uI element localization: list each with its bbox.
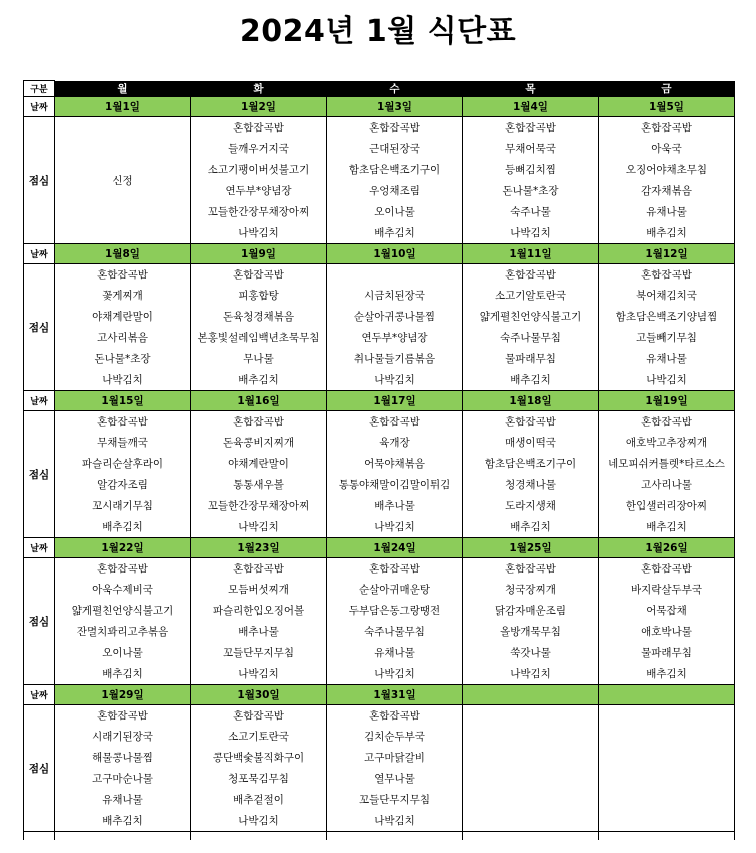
date-cell: 1월29일	[55, 685, 191, 705]
date-cell: 1월1일	[55, 97, 191, 117]
menu-item: 나박김치	[191, 663, 327, 685]
menu-item: 나박김치	[191, 516, 327, 538]
menu-item: 김치순두부국	[327, 726, 463, 747]
menu-item: 배추김치	[463, 369, 599, 391]
menu-item: 혼합잡곡밥	[55, 411, 191, 433]
menu-row	[24, 747, 735, 768]
empty-cell	[327, 832, 463, 841]
menu-item: 혼합잡곡밥	[463, 558, 599, 580]
menu-item: 혼합잡곡밥	[191, 117, 327, 139]
menu-item: 나박김치	[327, 663, 463, 685]
menu-item: 물파래무침	[599, 642, 735, 663]
date-row	[24, 97, 735, 117]
menu-item: 우엉채조림	[327, 180, 463, 201]
date-row	[24, 391, 735, 411]
menu-item: 열무나물	[327, 768, 463, 789]
menu-item: 배추나물	[191, 621, 327, 642]
menu-item: 등뼈김치찜	[463, 159, 599, 180]
date-cell: 1월30일	[191, 685, 327, 705]
date-row-label: 날짜	[24, 97, 55, 117]
menu-item: 시래기된장국	[55, 726, 191, 747]
menu-row	[24, 642, 735, 663]
menu-item	[463, 810, 599, 832]
date-cell: 1월26일	[599, 538, 735, 558]
menu-row	[24, 327, 735, 348]
menu-row	[24, 432, 735, 453]
menu-item: 닭감자매운조림	[463, 600, 599, 621]
lunch-label: 점심	[24, 117, 55, 244]
menu-item: 혼합잡곡밥	[191, 264, 327, 286]
menu-item: 혼합잡곡밥	[191, 705, 327, 727]
menu-item: 배추김치	[55, 810, 191, 832]
date-cell: 1월24일	[327, 538, 463, 558]
menu-item: 혼합잡곡밥	[55, 558, 191, 580]
table-continuation	[24, 832, 735, 841]
date-cell: 1월2일	[191, 97, 327, 117]
menu-row	[24, 285, 735, 306]
lunch-label: 점심	[24, 264, 55, 391]
menu-item: 육개장	[327, 432, 463, 453]
menu-item: 북어채김치국	[599, 285, 735, 306]
date-cell: 1월11일	[463, 244, 599, 264]
menu-item: 감자채볶음	[599, 180, 735, 201]
menu-item: 고구마순나물	[55, 768, 191, 789]
menu-item: 야채계란말이	[191, 453, 327, 474]
date-cell: 1월17일	[327, 391, 463, 411]
menu-item: 꼬들단무지무침	[191, 642, 327, 663]
menu-item: 오이나물	[55, 642, 191, 663]
menu-item: 시금치된장국	[327, 285, 463, 306]
menu-item: 나박김치	[327, 516, 463, 538]
empty-cell	[24, 832, 55, 841]
menu-item: 오징어야채초무침	[599, 159, 735, 180]
menu-item	[463, 789, 599, 810]
menu-item: 유채나물	[599, 201, 735, 222]
menu-item	[463, 768, 599, 789]
menu-item: 고들빼기무침	[599, 327, 735, 348]
header-day-tue: 화	[191, 81, 327, 97]
menu-item: 함초담은백조기구이	[327, 159, 463, 180]
header-day-fri: 금	[599, 81, 735, 97]
menu-item: 얇게펼친언양식불고기	[463, 306, 599, 327]
menu-row	[24, 474, 735, 495]
menu-item: 배추김치	[599, 663, 735, 685]
date-cell: 1월15일	[55, 391, 191, 411]
menu-item: 유채나물	[55, 789, 191, 810]
menu-item: 혼합잡곡밥	[327, 705, 463, 727]
empty-cell	[55, 832, 191, 841]
empty-cell	[599, 832, 735, 841]
menu-item: 유채나물	[599, 348, 735, 369]
date-cell: 1월18일	[463, 391, 599, 411]
menu-item	[463, 747, 599, 768]
menu-item: 나박김치	[191, 810, 327, 832]
menu-table	[23, 80, 735, 840]
lunch-label: 점심	[24, 411, 55, 538]
menu-item	[599, 705, 735, 727]
menu-item	[599, 747, 735, 768]
menu-item: 돈나물*초장	[55, 348, 191, 369]
menu-item	[599, 789, 735, 810]
date-row	[24, 244, 735, 264]
menu-item: 통통야채말이김말이튀김	[327, 474, 463, 495]
date-row-label: 날짜	[24, 391, 55, 411]
menu-row	[24, 117, 735, 139]
menu-row	[24, 579, 735, 600]
date-cell: 1월31일	[327, 685, 463, 705]
header-row	[24, 81, 735, 97]
menu-item: 취나물들기름볶음	[327, 348, 463, 369]
date-cell	[463, 685, 599, 705]
date-row-label: 날짜	[24, 538, 55, 558]
menu-item: 숙주나물	[463, 201, 599, 222]
menu-item: 배추김치	[599, 222, 735, 244]
menu-item: 연두부*양념장	[327, 327, 463, 348]
date-row	[24, 685, 735, 705]
menu-item: 올방개묵무침	[463, 621, 599, 642]
menu-item: 청경채나물	[463, 474, 599, 495]
menu-item: 순살아귀매운탕	[327, 579, 463, 600]
menu-item: 배추김치	[191, 369, 327, 391]
menu-item	[599, 768, 735, 789]
menu-item: 나박김치	[327, 369, 463, 391]
date-cell: 1월9일	[191, 244, 327, 264]
menu-item: 나박김치	[463, 663, 599, 685]
menu-item: 순살아귀콩나물찜	[327, 306, 463, 327]
menu-item: 혼합잡곡밥	[55, 264, 191, 286]
menu-row	[24, 495, 735, 516]
menu-item: 청포묵김무침	[191, 768, 327, 789]
menu-row	[24, 810, 735, 832]
menu-item: 배추김치	[55, 516, 191, 538]
menu-row	[24, 264, 735, 286]
menu-item: 나박김치	[327, 810, 463, 832]
menu-item: 혼합잡곡밥	[599, 411, 735, 433]
menu-row	[24, 516, 735, 538]
date-row-label: 날짜	[24, 244, 55, 264]
menu-item: 숙주나물무침	[327, 621, 463, 642]
menu-item: 나박김치	[55, 369, 191, 391]
menu-item: 바지락살두부국	[599, 579, 735, 600]
date-row-label: 날짜	[24, 685, 55, 705]
menu-item	[463, 705, 599, 727]
menu-item: 야채계란말이	[55, 306, 191, 327]
menu-item: 네모피쉬커틀렛*타르소스	[599, 453, 735, 474]
menu-item: 숙주나물무침	[463, 327, 599, 348]
menu-item: 애호박나물	[599, 621, 735, 642]
menu-item: 돈나물*초장	[463, 180, 599, 201]
menu-row	[24, 768, 735, 789]
menu-item: 어묵야채볶음	[327, 453, 463, 474]
menu-item: 모듬버섯찌개	[191, 579, 327, 600]
menu-item: 유채나물	[327, 642, 463, 663]
menu-item: 소고기팽이버섯불고기	[191, 159, 327, 180]
menu-item: 얇게펼친언양식불고기	[55, 600, 191, 621]
menu-item: 배추김치	[55, 663, 191, 685]
date-cell: 1월25일	[463, 538, 599, 558]
menu-row	[24, 411, 735, 433]
menu-item: 꼬들한간장무채장아찌	[191, 495, 327, 516]
menu-item: 본홍빛설레임백년초묵무침	[191, 327, 327, 348]
menu-item: 혼합잡곡밥	[463, 411, 599, 433]
date-cell	[599, 685, 735, 705]
menu-item: 돈육콩비지찌개	[191, 432, 327, 453]
menu-item: 한입샐러리장아찌	[599, 495, 735, 516]
menu-item: 물파래무침	[463, 348, 599, 369]
menu-item: 혼합잡곡밥	[327, 411, 463, 433]
menu-item: 연두부*양념장	[191, 180, 327, 201]
menu-row	[24, 348, 735, 369]
menu-item: 소고기알토란국	[463, 285, 599, 306]
menu-item: 나박김치	[463, 222, 599, 244]
menu-item: 어묵잡채	[599, 600, 735, 621]
menu-item: 혼합잡곡밥	[463, 264, 599, 286]
menu-item: 나박김치	[191, 222, 327, 244]
menu-item: 해물콩나물찜	[55, 747, 191, 768]
menu-row	[24, 306, 735, 327]
menu-item: 혼합잡곡밥	[191, 411, 327, 433]
menu-item: 함초담은백조기양념찜	[599, 306, 735, 327]
header-label: 구분	[24, 81, 55, 97]
menu-item: 꽃게찌개	[55, 285, 191, 306]
header-day-thu: 목	[463, 81, 599, 97]
menu-item: 피홍합탕	[191, 285, 327, 306]
date-cell: 1월12일	[599, 244, 735, 264]
menu-item: 신정	[55, 117, 191, 244]
menu-item: 파슬리한입오징어볼	[191, 600, 327, 621]
menu-item: 아욱수제비국	[55, 579, 191, 600]
menu-item: 고사리볶음	[55, 327, 191, 348]
menu-item: 배추겉절이	[191, 789, 327, 810]
menu-item: 통통새우볼	[191, 474, 327, 495]
menu-item: 쑥갓나물	[463, 642, 599, 663]
menu-item	[327, 264, 463, 286]
date-cell: 1월19일	[599, 391, 735, 411]
menu-row	[24, 663, 735, 685]
menu-item: 도라지생채	[463, 495, 599, 516]
menu-item: 잔멸치꽈리고추볶음	[55, 621, 191, 642]
menu-row	[24, 789, 735, 810]
menu-row	[24, 558, 735, 580]
empty-cell	[463, 832, 599, 841]
menu-item: 무나물	[191, 348, 327, 369]
menu-item: 꼬시래기무침	[55, 495, 191, 516]
menu-row	[24, 369, 735, 391]
lunch-label: 점심	[24, 558, 55, 685]
menu-item: 알감자조림	[55, 474, 191, 495]
menu-item: 근대된장국	[327, 138, 463, 159]
menu-row	[24, 621, 735, 642]
menu-row	[24, 453, 735, 474]
menu-item: 소고기토란국	[191, 726, 327, 747]
menu-item: 혼합잡곡밥	[463, 117, 599, 139]
menu-item: 오이나물	[327, 201, 463, 222]
menu-item: 꼬들한간장무채장아찌	[191, 201, 327, 222]
menu-item: 꼬들단무지무침	[327, 789, 463, 810]
date-cell: 1월3일	[327, 97, 463, 117]
menu-item: 무채들깨국	[55, 432, 191, 453]
page-title: 2024년 1월 식단표	[239, 14, 517, 49]
header-day-wed: 수	[327, 81, 463, 97]
menu-item: 고구마닭갈비	[327, 747, 463, 768]
menu-item: 파슬리순살후라이	[55, 453, 191, 474]
menu-item: 콩단백숯불직화구이	[191, 747, 327, 768]
menu-item: 배추김치	[463, 516, 599, 538]
date-cell: 1월4일	[463, 97, 599, 117]
menu-row	[24, 726, 735, 747]
lunch-label: 점심	[24, 705, 55, 832]
menu-item: 혼합잡곡밥	[327, 558, 463, 580]
menu-item: 청국장찌개	[463, 579, 599, 600]
menu-item: 함초담은백조기구이	[463, 453, 599, 474]
date-cell: 1월22일	[55, 538, 191, 558]
menu-item: 혼합잡곡밥	[327, 117, 463, 139]
menu-item	[599, 810, 735, 832]
menu-item: 배추김치	[327, 222, 463, 244]
menu-item: 애호박고추장찌개	[599, 432, 735, 453]
menu-item: 혼합잡곡밥	[599, 558, 735, 580]
menu-item: 두부담은동그랑땡전	[327, 600, 463, 621]
menu-item	[599, 726, 735, 747]
date-cell: 1월10일	[327, 244, 463, 264]
menu-item: 혼합잡곡밥	[599, 264, 735, 286]
empty-cell	[191, 832, 327, 841]
date-row	[24, 538, 735, 558]
date-cell: 1월16일	[191, 391, 327, 411]
date-cell: 1월23일	[191, 538, 327, 558]
menu-row	[24, 705, 735, 727]
date-cell: 1월5일	[599, 97, 735, 117]
menu-item: 고사리나물	[599, 474, 735, 495]
menu-item: 나박김치	[599, 369, 735, 391]
menu-item: 아욱국	[599, 138, 735, 159]
menu-item: 혼합잡곡밥	[599, 117, 735, 139]
menu-item: 돈육청경채볶음	[191, 306, 327, 327]
menu-row	[24, 600, 735, 621]
date-cell: 1월8일	[55, 244, 191, 264]
menu-item: 매생이떡국	[463, 432, 599, 453]
menu-item: 무채어묵국	[463, 138, 599, 159]
menu-item	[463, 726, 599, 747]
menu-item: 배추김치	[599, 516, 735, 538]
menu-item: 혼합잡곡밥	[191, 558, 327, 580]
menu-item: 배추나물	[327, 495, 463, 516]
header-day-mon: 월	[55, 81, 191, 97]
menu-item: 들깨우거지국	[191, 138, 327, 159]
menu-item: 혼합잡곡밥	[55, 705, 191, 727]
